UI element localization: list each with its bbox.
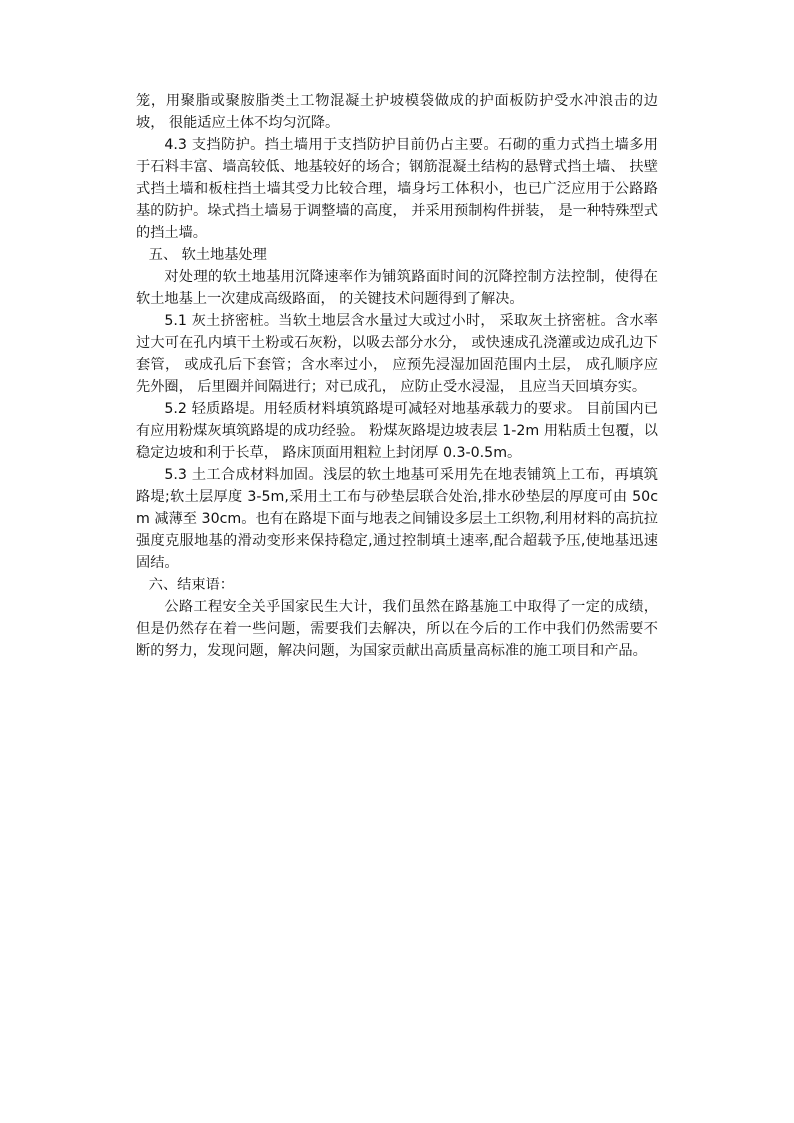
paragraph-5-intro: 对处理的软土地基用沉降速率作为铺筑路面时间的沉降控制方法控制，使得在软土地基上一次建成高级路面， 的关键技术问题得到了解决。: [136, 269, 658, 307]
section-heading-6-conclusion: 六、结束语：: [148, 577, 234, 593]
paragraph-5-2-lightweight-embankment: 5.2 轻质路堤。用轻质材料填筑路堤可减轻对地基承载力的要求。 目前国内已有应用粉煤灰填筑路堤的成功经验。 粉煤灰路堤边坡表层 1-2m 用粘质土包覆，以稳定边坡和利于长草， 路床顶面用粗粒上封闭厚 0.3-0.5m。: [136, 401, 658, 461]
paragraph-5-3-geosynthetic-reinforcement: 5.3 土工合成材料加固。浅层的软土地基可采用先在地表铺筑上工布，再填筑路堤;软土层厚度 3-5m,采用土工布与砂垫层联合处治,排水砂垫层的厚度可由 50cm 减薄至 30cm。也有在路堤下面与地表之间铺设多层土工织物,利用材料的高抗拉强度克服地基的滑动变形来保持稳定,通过控制填土速率,配合超载予压,使地基迅速固结。: [136, 467, 658, 571]
section-heading-5-soft-soil: 五、 软土地基处理: [148, 247, 267, 263]
paragraph-4-3-retaining-protection: 4.3 支挡防护。挡土墙用于支挡防护目前仍占主要。石砌的重力式挡土墙多用于石料丰富、墙高较低、地基较好的场合；钢筋混凝土结构的悬臂式挡土墙、 扶壁式挡土墙和板柱挡土墙其受力比较合理，墙身圬工体积小，也已广泛应用于公路路基的防护。垛式挡土墙易于调整墙的高度， 并采用预制构件拼装， 是一种特殊型式的挡土墙。: [136, 137, 658, 241]
paragraph-conclusion: 公路工程安全关乎国家民生大计，我们虽然在路基施工中取得了一定的成绩，但是仍然存在着一些问题，需要我们去解决，所以在今后的工作中我们仍然需要不断的努力，发现问题，解决问题，为国家贡献出高质量高标准的施工项目和产品。: [136, 599, 658, 659]
document-body: [136, 90, 658, 662]
paragraph-5-1-lime-soil-pile: 5.1 灰土挤密桩。当软土地层含水量过大或过小时， 采取灰土挤密桩。含水率过大可在孔内填干土粉或石灰粉，以吸去部分水分， 或快速成孔浇灌或边成孔边下套管， 或成孔后下套管；含水率过小， 应预先浸湿加固范围内土层， 成孔顺序应先外圈， 后里圈并间隔进行；对已成孔， 应防止受水浸湿， 且应当天回填夯实。: [136, 313, 658, 395]
paragraph-protection-continued: 笼，用聚脂或聚胺脂类土工物混凝土护坡模袋做成的护面板防护受水冲浪击的边坡， 很能适应土体不均匀沉降。: [136, 93, 658, 131]
